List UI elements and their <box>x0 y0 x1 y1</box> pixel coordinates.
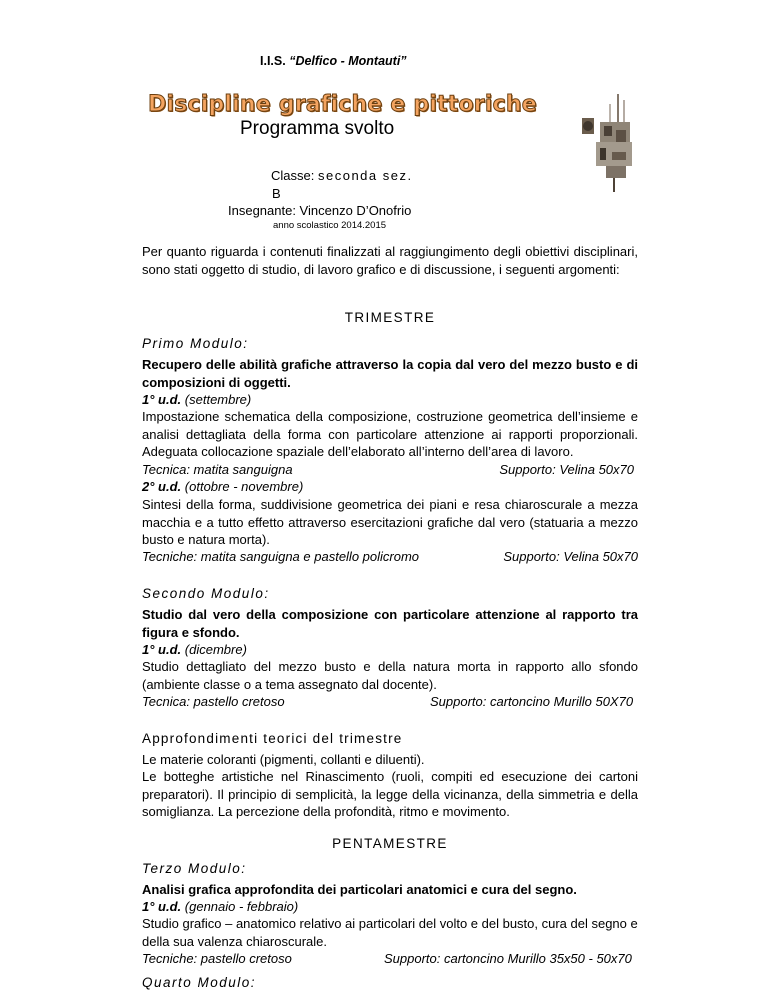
supporto-text: Supporto: Velina 50x70 <box>499 462 634 477</box>
approfondimenti-line1: Le materie coloranti (pigmenti, collanti e diluenti). <box>142 752 425 767</box>
primo-modulo-title: Primo Modulo: <box>142 336 249 351</box>
primo-ud1-materials <box>142 461 638 479</box>
classe-label: Classe: <box>271 168 315 183</box>
secondo-ud1-materials <box>142 693 638 711</box>
ud-period: (dicembre) <box>184 642 247 657</box>
tecnica-text: Tecnica: matita sanguigna <box>142 462 293 477</box>
terzo-modulo-title: Terzo Modulo: <box>142 861 247 876</box>
document-title: Discipline grafiche e pittoriche <box>148 92 537 117</box>
terzo-ud1-materials <box>142 950 638 968</box>
primo-ud2-text: Sintesi della forma, suddivisione geometrica dei piani e resa chiaroscurale a mezza macchia e a tutto effetto attraverso esercitazioni grafiche dal vero (statuaria a mezzo busto e natura morta). <box>142 497 638 547</box>
sculpture-image <box>578 92 638 194</box>
school-prefix: I.I.S. <box>260 54 286 68</box>
ud-label: 1° u.d. <box>142 392 182 407</box>
sezione-letter: B <box>272 186 281 201</box>
primo-modulo-subtitle: Recupero delle abilità grafiche attraverso la copia dal vero del mezzo busto e di composizioni di oggetti. <box>142 357 638 390</box>
intro-paragraph: Per quanto riguarda i contenuti finalizzati al raggiungimento degli obiettivi disciplinari, sono stati oggetto di studio, di lavoro grafico e di discussione, i seguenti argomenti: <box>142 244 638 277</box>
ud-period: (ottobre - novembre) <box>184 479 304 494</box>
terzo-modulo-subtitle: Analisi grafica approfondita dei particolari anatomici e cura del segno. <box>142 882 577 897</box>
classe-value: seconda sez. <box>317 168 413 183</box>
classe-line <box>271 168 413 183</box>
supporto-text: Supporto: cartoncino Murillo 35x50 - 50x70 <box>384 951 632 966</box>
teacher-name: Insegnante: Vincenzo D’Onofrio <box>228 203 412 218</box>
ud-label: 1° u.d. <box>142 899 182 914</box>
school-name <box>260 54 407 68</box>
supporto-text: Supporto: cartoncino Murillo 50X70 <box>430 694 634 709</box>
school-year: anno scolastico 2014.2015 <box>273 220 387 231</box>
tecnica-text: Tecniche: pastello cretoso <box>142 951 292 966</box>
document-subtitle: Programma svolto <box>240 118 395 139</box>
ud-label: 2° u.d. <box>142 479 182 494</box>
tecnica-text: Tecniche: matita sanguigna e pastello policromo <box>142 549 420 564</box>
secondo-ud1-text: Studio dettagliato del mezzo busto e della natura morta in rapporto allo sfondo (ambiente classe o a tema assegnato dal docente). <box>142 659 638 692</box>
primo-ud2-materials <box>142 548 638 566</box>
terzo-ud1-heading <box>142 898 638 916</box>
secondo-modulo-title: Secondo Modulo: <box>142 586 270 601</box>
pentamestre-heading: PENTAMESTRE <box>332 836 448 851</box>
trimestre-heading: TRIMESTRE <box>344 310 436 325</box>
ud-period: (gennaio - febbraio) <box>184 899 299 914</box>
ud-label: 1° u.d. <box>142 642 182 657</box>
terzo-ud1-text: Studio grafico – anatomico relativo ai particolari del volto e del busto, cura del segno e della sua valenza chiaroscurale. <box>142 916 638 949</box>
tecnica-text: Tecnica: pastello cretoso <box>142 694 285 709</box>
secondo-ud1-heading <box>142 641 638 659</box>
approfondimenti-title: Approfondimenti teorici del trimestre <box>142 731 403 746</box>
quarto-modulo-title: Quarto Modulo: <box>142 975 257 990</box>
school-title: “Delfico - Montauti” <box>289 54 407 68</box>
primo-ud2-heading <box>142 478 638 496</box>
ud-period: (settembre) <box>184 392 252 407</box>
secondo-modulo-subtitle: Studio dal vero della composizione con particolare attenzione al rapporto tra figura e sfondo. <box>142 607 638 640</box>
approfondimenti-line2: Le botteghe artistiche nel Rinascimento (ruoli, compiti ed esecuzione dei cartoni preparatori). Il principio di semplicità, la legge della vicinanza, della simmetria e della somiglianza. La percezione della profondità, ritmo e movimento. <box>142 769 638 819</box>
primo-ud1-heading <box>142 391 638 409</box>
supporto-text: Supporto: Velina 50x70 <box>503 549 638 564</box>
primo-ud1-text: Impostazione schematica della composizione, costruzione geometrica dell’insieme e analisi dettagliata della forma con particolare attenzione ai rapporti proporzionali. Adeguata collocazione spaziale dell’elaborato all’interno dell’area di lavoro. <box>142 409 638 459</box>
